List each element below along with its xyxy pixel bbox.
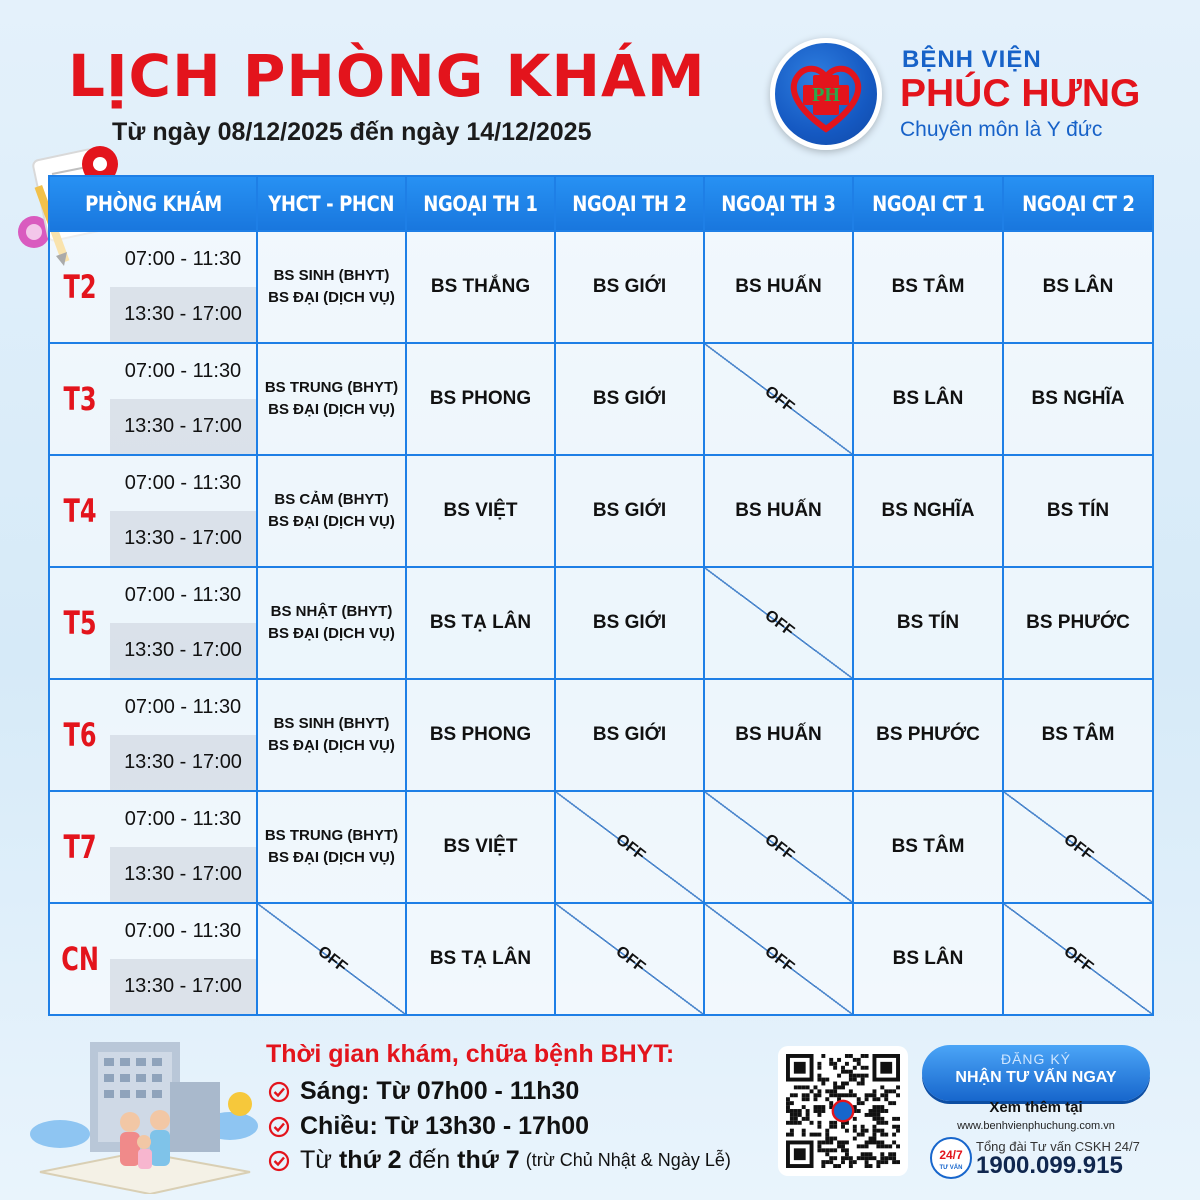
schedule-row xyxy=(49,791,1153,903)
logo-monogram: PH xyxy=(812,84,840,106)
doctor-cell: BS PHƯỚC xyxy=(853,679,1003,791)
yhct-doctor-service: BS ĐẠI (DỊCH VỤ) xyxy=(268,513,395,530)
cta-line1: ĐĂNG KÝ xyxy=(1000,1051,1071,1067)
yhct-doctor-bhyt: BS SINH (BHYT) xyxy=(273,267,390,284)
qr-code-pattern xyxy=(786,1054,900,1168)
cta-line2: NHẬN TƯ VẤN NGAY xyxy=(955,1069,1117,1086)
hospital-name-line2: PHÚC HƯNG xyxy=(900,72,1141,115)
off-cell: OFF xyxy=(257,903,406,1015)
column-header: NGOẠI CT 1 xyxy=(853,176,1003,231)
page-title: LỊCH PHÒNG KHÁM xyxy=(68,42,706,110)
hotline-badge: 24/7 xyxy=(939,1148,963,1162)
doctor-cell: BS TẠ LÂN xyxy=(406,567,555,679)
column-header: YHCT - PHCN xyxy=(257,176,406,231)
yhct-doctor-service: BS ĐẠI (DỊCH VỤ) xyxy=(268,625,395,642)
yhct-doctor-bhyt: BS SINH (BHYT) xyxy=(273,715,390,732)
morning-time: Từ 07h00 - 11h30 xyxy=(376,1077,580,1105)
day-label: CN xyxy=(61,940,99,978)
time-afternoon: 13:30 - 17:00 xyxy=(110,735,256,790)
doctor-cell: BS GIỚI xyxy=(555,679,704,791)
yhct-doctor-cell xyxy=(257,791,406,903)
doctor-cell: BS THẮNG xyxy=(406,231,555,343)
doctor-cell: BS LÂN xyxy=(853,343,1003,455)
time-morning: 07:00 - 11:30 xyxy=(124,808,242,830)
column-header: PHÒNG KHÁM xyxy=(49,176,257,231)
yhct-doctor-service: BS ĐẠI (DỊCH VỤ) xyxy=(268,737,395,754)
yhct-doctor-bhyt: BS CẢM (BHYT) xyxy=(274,491,389,508)
yhct-doctor-bhyt: BS NHẬT (BHYT) xyxy=(270,603,393,620)
doctor-cell: BS GIỚI xyxy=(555,231,704,343)
yhct-doctor-service: BS ĐẠI (DỊCH VỤ) xyxy=(268,289,395,306)
schedule-row xyxy=(49,679,1153,791)
days-from: thứ 2 xyxy=(338,1146,402,1174)
schedule-table xyxy=(48,175,1154,1016)
afternoon-time: Từ 13h30 - 17h00 xyxy=(384,1112,590,1140)
day-label: T4 xyxy=(63,492,97,530)
yhct-doctor-cell xyxy=(257,567,406,679)
yhct-doctor-cell xyxy=(257,231,406,343)
bhyt-days xyxy=(268,1146,731,1175)
yhct-doctor-cell xyxy=(257,343,406,455)
doctor-cell: BS VIỆT xyxy=(406,455,555,567)
column-header: NGOẠI CT 2 xyxy=(1003,176,1153,231)
yhct-doctor-bhyt: BS TRUNG (BHYT) xyxy=(264,379,399,396)
hospital-name-line1: BỆNH VIỆN xyxy=(902,46,1042,73)
off-cell: OFF xyxy=(1003,903,1153,1015)
column-header: NGOẠI TH 2 xyxy=(555,176,704,231)
doctor-cell: BS GIỚI xyxy=(555,343,704,455)
off-cell: OFF xyxy=(555,903,704,1015)
bhyt-title: Thời gian khám, chữa bệnh BHYT: xyxy=(266,1040,675,1068)
hotline-number[interactable]: 1900.099.915 xyxy=(976,1152,1123,1179)
yhct-doctor-service: BS ĐẠI (DỊCH VỤ) xyxy=(268,401,395,418)
time-morning: 07:00 - 11:30 xyxy=(124,360,242,382)
day-label: T3 xyxy=(63,380,97,418)
hospital-slogan: Chuyên môn là Y đức xyxy=(900,118,1103,141)
check-circle-icon xyxy=(268,1081,290,1103)
schedule-row xyxy=(49,455,1153,567)
doctor-cell: BS LÂN xyxy=(853,903,1003,1015)
off-cell: OFF xyxy=(1003,791,1153,903)
time-afternoon: 13:30 - 17:00 xyxy=(110,399,256,454)
doctor-cell: BS VIỆT xyxy=(406,791,555,903)
heart-cross-icon xyxy=(775,43,877,145)
off-cell: OFF xyxy=(555,791,704,903)
hotline-24-7-icon xyxy=(928,1136,974,1180)
off-cell: OFF xyxy=(704,567,853,679)
doctor-cell: BS LÂN xyxy=(1003,231,1153,343)
day-label: T7 xyxy=(63,828,97,866)
time-morning: 07:00 - 11:30 xyxy=(124,248,242,270)
schedule-header-row xyxy=(49,176,1153,231)
time-afternoon: 13:30 - 17:00 xyxy=(110,847,256,902)
day-cell xyxy=(49,679,257,791)
date-range: Từ ngày 08/12/2025 đến ngày 14/12/2025 xyxy=(112,118,592,146)
hotline-badge-sub: TƯ VẤN xyxy=(939,1165,963,1171)
doctor-cell: BS TÂM xyxy=(853,791,1003,903)
day-cell xyxy=(49,231,257,343)
see-more-label: Xem thêm tại xyxy=(989,1099,1083,1116)
day-label: T6 xyxy=(63,716,97,754)
time-afternoon: 13:30 - 17:00 xyxy=(110,623,256,678)
yhct-doctor-cell xyxy=(257,679,406,791)
hotline-label: Tổng đài Tư vấn CSKH 24/7 xyxy=(976,1139,1140,1154)
website-link[interactable]: www.benhvienphuchung.com.vn xyxy=(957,1120,1115,1132)
day-cell xyxy=(49,455,257,567)
doctor-cell: BS NGHĨA xyxy=(853,455,1003,567)
day-cell xyxy=(49,903,257,1015)
schedule-row xyxy=(49,343,1153,455)
doctor-cell: BS TÍN xyxy=(853,567,1003,679)
time-morning: 07:00 - 11:30 xyxy=(124,584,242,606)
days-prefix: Từ xyxy=(300,1146,333,1174)
day-label: T5 xyxy=(63,604,97,642)
schedule-row xyxy=(49,903,1153,1015)
qr-code[interactable] xyxy=(778,1046,908,1176)
doctor-cell: BS TẠ LÂN xyxy=(406,903,555,1015)
doctor-cell: BS GIỚI xyxy=(555,455,704,567)
doctor-cell: BS HUẤN xyxy=(704,455,853,567)
schedule-row xyxy=(49,231,1153,343)
schedule-row xyxy=(49,567,1153,679)
days-to: thứ 7 xyxy=(457,1146,520,1174)
check-circle-icon xyxy=(268,1116,290,1138)
yhct-doctor-bhyt: BS TRUNG (BHYT) xyxy=(264,827,399,844)
afternoon-label: Chiều: xyxy=(300,1112,378,1140)
register-consult-button[interactable] xyxy=(922,1045,1150,1101)
doctor-cell: BS PHONG xyxy=(406,679,555,791)
doctor-cell: BS GIỚI xyxy=(555,567,704,679)
days-mid: đến xyxy=(408,1146,451,1174)
days-note: (trừ Chủ Nhật & Ngày Lễ) xyxy=(525,1150,731,1170)
off-cell: OFF xyxy=(704,343,853,455)
time-afternoon: 13:30 - 17:00 xyxy=(110,511,256,566)
doctor-cell: BS PHƯỚC xyxy=(1003,567,1153,679)
off-cell: OFF xyxy=(704,903,853,1015)
time-morning: 07:00 - 11:30 xyxy=(124,696,242,718)
doctor-cell: BS HUẤN xyxy=(704,679,853,791)
day-label: T2 xyxy=(63,268,97,306)
day-cell xyxy=(49,567,257,679)
doctor-cell: BS TÂM xyxy=(853,231,1003,343)
doctor-cell: BS HUẤN xyxy=(704,231,853,343)
check-circle-icon xyxy=(268,1150,290,1172)
doctor-cell: BS TÂM xyxy=(1003,679,1153,791)
off-cell: OFF xyxy=(704,791,853,903)
bhyt-afternoon xyxy=(268,1112,589,1141)
morning-label: Sáng: xyxy=(300,1077,370,1105)
hospital-family-illustration xyxy=(20,1022,260,1194)
bhyt-morning xyxy=(268,1077,579,1106)
day-cell xyxy=(49,343,257,455)
time-afternoon: 13:30 - 17:00 xyxy=(110,959,256,1014)
yhct-doctor-service: BS ĐẠI (DỊCH VỤ) xyxy=(268,849,395,866)
time-morning: 07:00 - 11:30 xyxy=(124,920,242,942)
time-afternoon: 13:30 - 17:00 xyxy=(110,287,256,342)
doctor-cell: BS TÍN xyxy=(1003,455,1153,567)
column-header: NGOẠI TH 1 xyxy=(406,176,555,231)
column-header: NGOẠI TH 3 xyxy=(704,176,853,231)
doctor-cell: BS PHONG xyxy=(406,343,555,455)
yhct-doctor-cell xyxy=(257,455,406,567)
time-morning: 07:00 - 11:30 xyxy=(124,472,242,494)
hospital-logo xyxy=(770,38,882,150)
doctor-cell: BS NGHĨA xyxy=(1003,343,1153,455)
day-cell xyxy=(49,791,257,903)
